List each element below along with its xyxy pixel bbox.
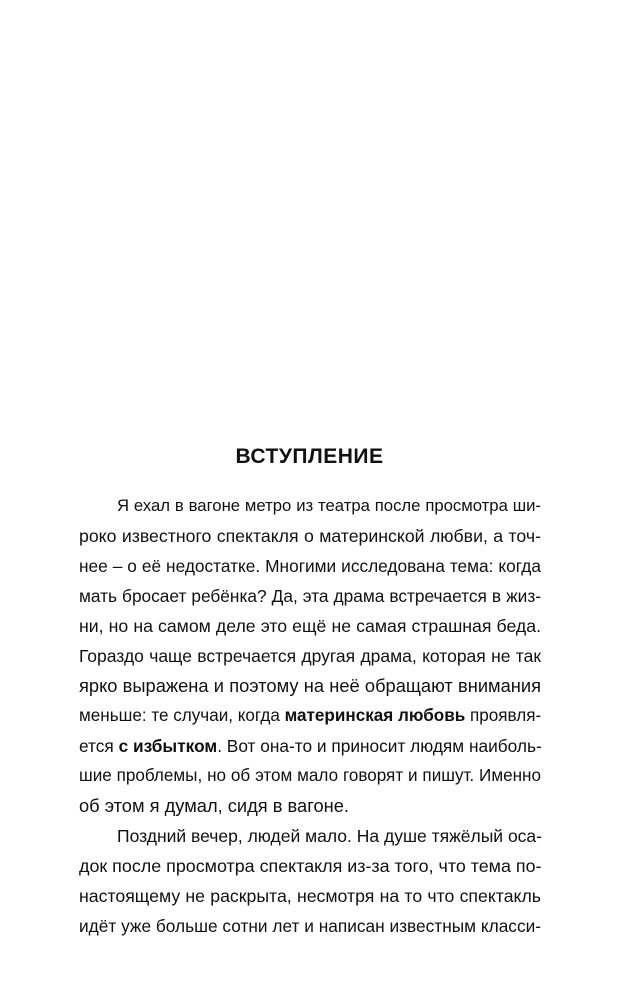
text-line: ярко выражена и поэтому на неё обращают внимания xyxy=(79,675,541,696)
chapter-heading: ВСТУПЛЕНИЕ xyxy=(235,445,384,468)
text-line: Гораздо чаще встречается другая драма, которая не так xyxy=(79,646,541,666)
bold-phrase: с избытком xyxy=(118,736,218,756)
text-line: шие проблемы, но об этом мало говорят и пишут. Именно xyxy=(79,766,541,785)
text-line: док после просмотра спектакля из-за того, что тема по- xyxy=(79,856,542,876)
text-line: ется с избытком. Вот она-то и приносит людям наиболь- xyxy=(79,736,542,756)
text-line: об этом я думал, сидя в вагоне. xyxy=(79,795,350,816)
text-line: нее – о её недостатке. Многими исследована тема: когда xyxy=(79,556,541,576)
text-line: ни, но на самом деле это ещё не самая страшная беда. xyxy=(79,616,541,636)
text-line: Поздний вечер, людей мало. На душе тяжёлый оса- xyxy=(117,826,542,846)
text-line: идёт уже больше сотни лет и написан известным класси- xyxy=(79,916,541,936)
text-line: настоящему не раскрыта, несмотря на то что спектакль xyxy=(79,886,541,906)
text-line: роко известного спектакля о материнской любви, а точ- xyxy=(79,526,541,546)
text-line: Я ехал в вагоне метро из театра после просмотра ши- xyxy=(117,496,541,515)
text-line: мать бросает ребёнка? Да, эта драма встречается в жиз- xyxy=(79,586,541,606)
bold-phrase: материнская любовь xyxy=(284,706,466,725)
text-line: меньше: те случаи, когда материнская любовь проявля- xyxy=(79,706,542,725)
